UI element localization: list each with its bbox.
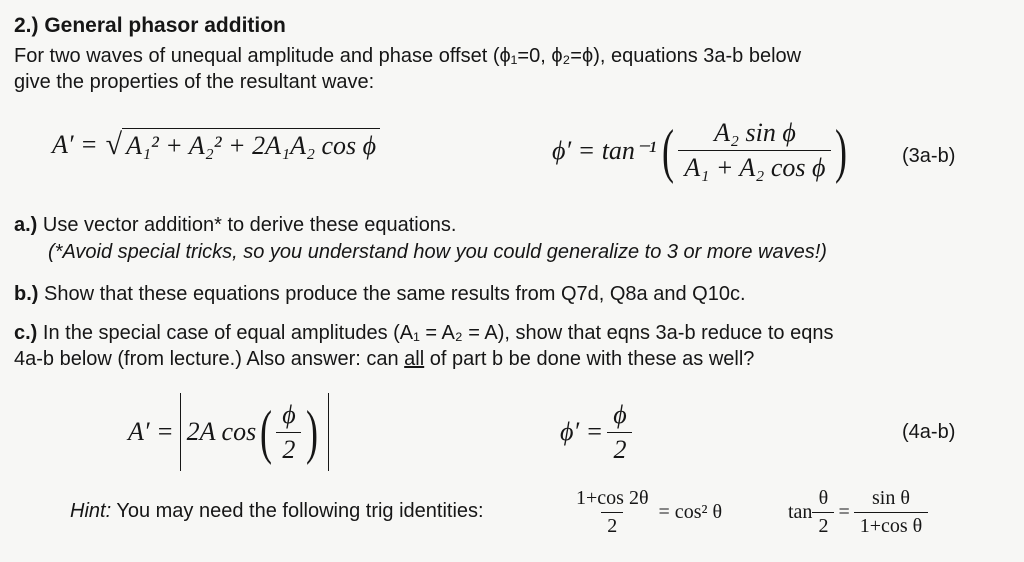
part-c-line-2-pre: 4a-b below (from lecture.) Also answer: can <box>14 348 405 370</box>
equation-3b <box>552 118 851 183</box>
eq3b-denominator: A₁ + A₂ cos ϕ <box>678 150 831 183</box>
part-a-text: Use vector addition* to derive these equations. <box>42 214 457 236</box>
equation-4b <box>560 393 633 471</box>
identity-1-fraction <box>570 487 655 538</box>
eq4a-lhs: A′ = <box>128 417 174 446</box>
eq4b-fraction <box>607 400 632 465</box>
eq4b-denominator: 2 <box>607 432 632 465</box>
identity-2-equals: = <box>838 501 850 523</box>
part-a <box>14 214 457 237</box>
eq4a-abs <box>180 393 329 471</box>
identity-2 <box>788 487 928 538</box>
eq4b-numerator: ϕ <box>613 399 627 429</box>
identity-1 <box>570 487 722 538</box>
eq4a-left-paren-icon: ( <box>260 399 273 465</box>
identity-2-rhs-numerator: sin θ <box>872 487 910 509</box>
identity-2-tan: tan <box>788 501 813 523</box>
eq3-tag: (3a-b) <box>902 145 956 167</box>
part-b-label: b.) <box>14 283 39 305</box>
eq3b-lhs: ϕ′ = tan⁻¹ <box>552 135 657 165</box>
identity-1-rhs: = cos² θ <box>658 501 723 523</box>
hint-text: You may need the following trig identities: <box>116 500 484 522</box>
intro-line-2: give the properties of the resultant wave: <box>14 71 375 93</box>
eq4-tag: (4a-b) <box>902 421 956 443</box>
identity-2-half-angle <box>812 487 834 538</box>
identity-2-rhs-denominator: 1+cos θ <box>854 512 929 538</box>
page-title: 2.) General phasor addition <box>14 14 286 37</box>
identity-1-numerator: 1+cos 2θ <box>576 487 649 509</box>
left-paren-icon: ( <box>662 117 675 184</box>
part-c-label: c.) <box>14 322 38 344</box>
eq3a-sqrt <box>106 128 380 162</box>
equation-3a <box>52 128 380 162</box>
sqrt-sign-icon: √ <box>105 128 123 161</box>
right-paren-icon: ) <box>835 117 848 184</box>
eq4b-lhs: ϕ′ = <box>560 417 604 446</box>
eq4a-body: 2A cos <box>186 417 257 446</box>
identity-1-denominator: 2 <box>601 512 623 538</box>
part-c-line-2-post: of part b be done with these as well? <box>424 348 755 370</box>
part-a-note: (*Avoid special tricks, so you understand how you could generalize to 3 or more waves!) <box>48 241 827 263</box>
part-a-label: a.) <box>14 214 38 236</box>
eq3a-radicand: A₁² + A₂² + 2A₁A₂ cos ϕ <box>122 128 380 162</box>
part-b-text: Show that these equations produce the same results from Q7d, Q8a and Q10c. <box>44 283 746 305</box>
part-c-line-1: In the special case of equal amplitudes (A₁ = A₂ = A), show that eqns 3a-b reduce to eqns <box>42 322 834 344</box>
equation-4a <box>128 393 329 471</box>
part-b <box>14 283 746 306</box>
identity-2-numerator: θ <box>818 487 829 509</box>
identity-2-rhs-fraction <box>854 487 929 538</box>
part-c-line-2-underlined: all <box>404 348 425 370</box>
hint <box>70 500 484 523</box>
eq3b-fraction <box>678 118 831 183</box>
part-c <box>14 322 833 345</box>
eq4a-fraction <box>276 400 301 465</box>
part-c-line-2 <box>14 348 754 371</box>
eq3a-lhs: A′ = <box>52 130 98 159</box>
eq3b-numerator: A₂ sin ϕ <box>714 118 796 147</box>
identity-2-denominator: 2 <box>812 512 834 538</box>
eq4a-right-paren-icon: ) <box>305 399 318 465</box>
eq4a-denominator: 2 <box>276 432 301 465</box>
hint-label: Hint: <box>70 500 112 522</box>
eq4a-numerator: ϕ <box>282 399 296 429</box>
intro-line-1: For two waves of unequal amplitude and phase offset (ϕ₁=0, ϕ₂=ϕ), equations 3a-b below <box>14 45 802 67</box>
